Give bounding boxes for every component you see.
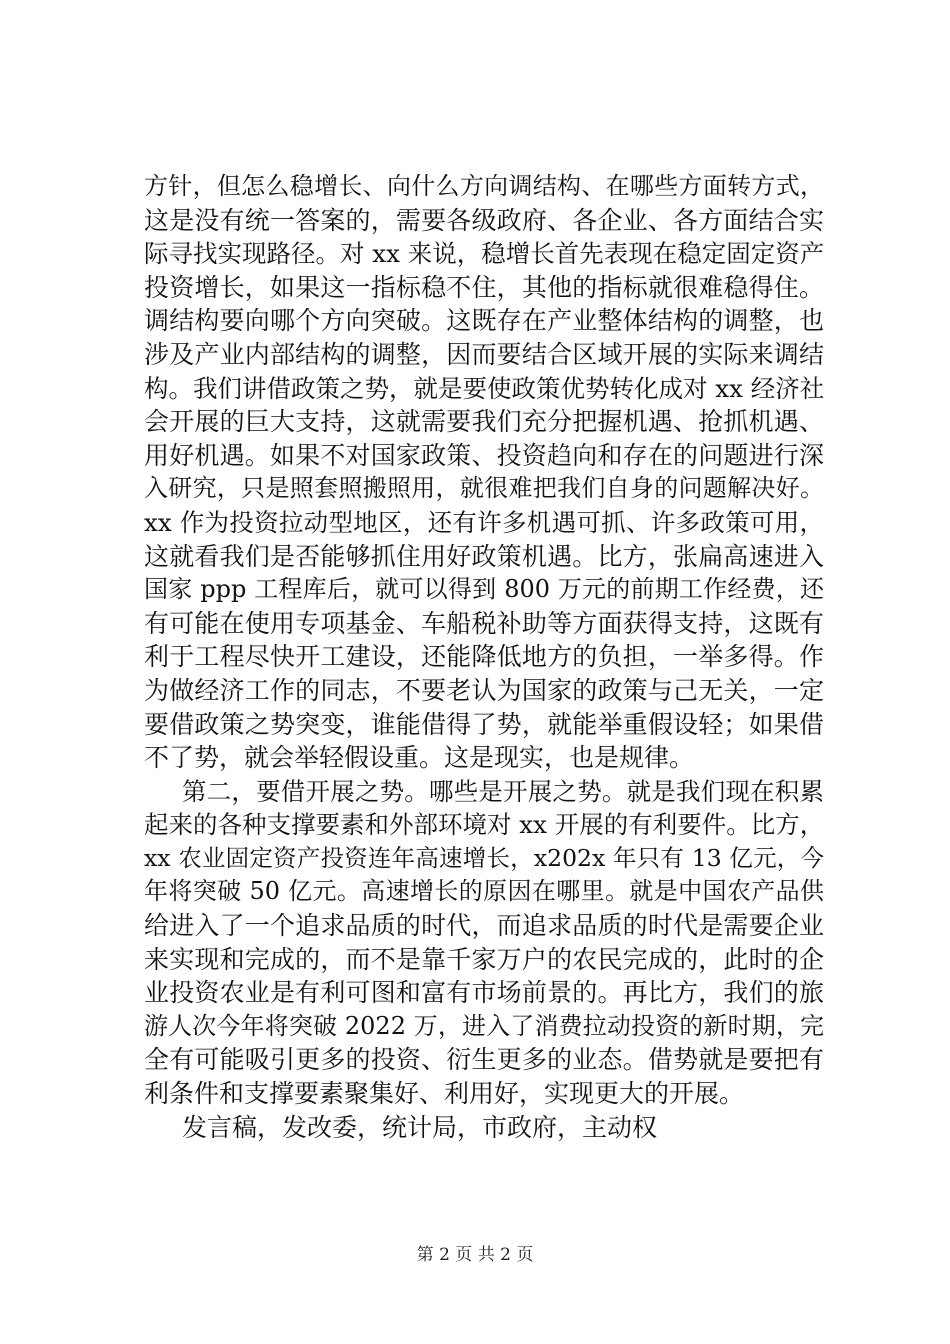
- text-line: xx 作为投资拉动型地区，还有许多机遇可抓、许多政策可用，: [144, 507, 824, 537]
- text-line: 来实现和完成的，而不是靠千家万户的农民完成的，此时的企: [144, 944, 824, 974]
- keywords-line: 发言稿，发改委，统计局，市政府，主动权: [182, 1112, 658, 1142]
- text-line: 游人次今年将突破 2022 万，进入了消费拉动投资的新时期，完: [144, 1011, 824, 1040]
- paragraph-start-line: 第二，要借开展之势。哪些是开展之势。就是我们现在积累: [182, 776, 824, 806]
- text-line: 要借政策之势突变，谁能借得了势，就能举重假设轻；如果借: [144, 709, 824, 739]
- text-line: 有可能在使用专项基金、车船税补助等方面获得支持，这既有: [144, 608, 824, 638]
- text-line: 不了势，就会举轻假设重。这是现实，也是规律。: [144, 743, 695, 773]
- text-line: 用好机遇。如果不对国家政策、投资趋向和存在的问题进行深: [144, 440, 824, 470]
- text-line: 调结构要向哪个方向突破。这既存在产业整体结构的调整，也: [144, 306, 824, 336]
- text-line: 年将突破 50 亿元。高速增长的原因在哪里。就是中国农产品供: [144, 877, 824, 906]
- text-line: 国家 ppp 工程库后，就可以得到 800 万元的前期工作经费，还: [144, 575, 824, 604]
- text-line: 涉及产业内部结构的调整，因而要结合区域开展的实际来调结: [144, 339, 824, 369]
- text-line: 为做经济工作的同志，不要老认为国家的政策与己无关，一定: [144, 675, 824, 705]
- text-line: 际寻找实现路径。对 xx 来说，稳增长首先表现在稳定固定资产: [144, 239, 825, 269]
- text-line: 方针，但怎么稳增长、向什么方向调结构、在哪些方面转方式，: [144, 172, 824, 200]
- text-line: 入研究，只是照套照搬照用，就很难把我们自身的问题解决好。: [144, 474, 824, 503]
- text-line: 全有可能吸引更多的投资、衍生更多的业态。借势就是要把有: [144, 1045, 824, 1075]
- text-line: xx 农业固定资产投资连年高速增长，x202x 年只有 13 亿元，今: [144, 843, 824, 872]
- text-line: 业投资农业是有利可图和富有市场前景的。再比方，我们的旅: [144, 978, 824, 1008]
- page-number: 第 2 页 共 2 页: [416, 1245, 534, 1265]
- text-line: 给进入了一个追求品质的时代，而追求品质的时代是需要企业: [144, 911, 824, 941]
- text-line: 起来的各种支撑要素和外部环境对 xx 开展的有利要件。比方，: [144, 810, 825, 840]
- page-footer: [0, 1244, 950, 1266]
- text-line: 构。我们讲借政策之势，就是要使政策优势转化成对 xx 经济社: [144, 373, 825, 403]
- text-line: 利于工程尽快开工建设，还能降低地方的负担，一举多得。作: [144, 642, 824, 672]
- text-line: 会开展的巨大支持，这就需要我们充分把握机遇、抢抓机遇、: [144, 407, 824, 437]
- body-text: [144, 170, 824, 1144]
- text-line: 投资增长，如果这一指标稳不住，其他的指标就很难稳得住。: [144, 272, 824, 302]
- text-line: 这就看我们是否能够抓住用好政策机遇。比方，张扁高速进入: [144, 541, 824, 571]
- text-line: 这是没有统一答案的，需要各级政府、各企业、各方面结合实: [144, 205, 824, 235]
- text-line: 利条件和支撑要素聚集好、利用好，实现更大的开展。: [144, 1079, 745, 1109]
